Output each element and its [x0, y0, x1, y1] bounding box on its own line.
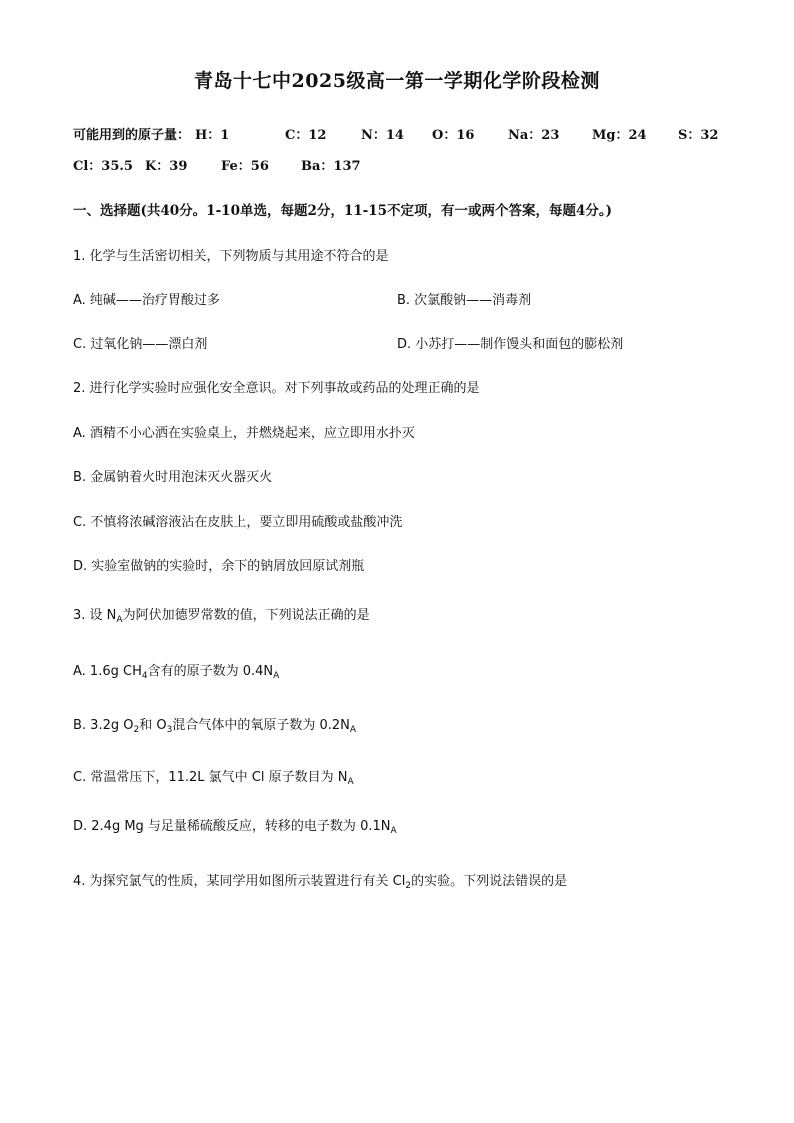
q3c-text: C. 常温常压下，11.2L 氯气中 Cl 原子数目为 N	[73, 770, 348, 785]
question-2-option-a: A. 酒精不小心洒在实验桌上，并燃烧起来，应立即用水扑灭	[73, 426, 415, 441]
q3a-text-1: A. 1.6g CH	[73, 664, 142, 679]
q3d-subscript: A	[390, 826, 397, 836]
question-2-option-c: C. 不慎将浓碱溶液沾在皮肤上，要立即用硫酸或盐酸冲洗	[73, 515, 403, 530]
atomic-mass-n: N：14	[361, 128, 404, 143]
question-1-option-d: D. 小苏打——制作馒头和面包的膨松剂	[397, 337, 624, 352]
atomic-mass-k: K：39	[145, 159, 188, 174]
question-2-option-d: D. 实验室做钠的实验时，余下的钠屑放回原试剂瓶	[73, 559, 365, 574]
q3b-text-1: B. 3.2g O	[73, 718, 134, 733]
question-4-stem	[73, 870, 567, 891]
atomic-mass-s: S：32	[678, 128, 719, 143]
q3b-text-3: 混合气体中的氧原子数为 0.2N	[172, 718, 350, 733]
atomic-mass-o: O：16	[432, 128, 475, 143]
section-heading-choice: 一、选择题(共40分。1-10单选，每题2分，11-15不定项，有一或两个答案，每题4分。)	[73, 203, 613, 219]
q3a-text-2: 含有的原子数为 0.4N	[147, 664, 274, 679]
question-3-stem-text-2: 为阿伏加德罗常数的值，下列说法正确的是	[122, 608, 370, 623]
exam-title: 青岛十七中2025级高一第一学期化学阶段检测	[194, 70, 600, 92]
question-3-option-a	[73, 660, 279, 681]
question-3-option-d	[73, 815, 397, 836]
atomic-mass-ba: Ba：137	[301, 159, 361, 174]
atomic-mass-h: H：1	[195, 128, 230, 143]
question-2-stem: 2. 进行化学实验时应强化安全意识。对下列事故或药品的处理正确的是	[73, 381, 480, 396]
q3b-subscript-2: 3	[166, 725, 173, 735]
atomic-mass-c: C：12	[285, 128, 327, 143]
q3d-text: D. 2.4g Mg 与足量稀硫酸反应，转移的电子数为 0.1N	[73, 819, 391, 834]
question-3-stem	[73, 604, 370, 625]
question-3-stem-text-1: 3. 设 N	[73, 608, 117, 623]
question-1-stem: 1. 化学与生活密切相关，下列物质与其用途不符合的是	[73, 249, 389, 264]
q3b-subscript-1: 2	[133, 725, 140, 735]
q3b-subscript-3: A	[349, 725, 357, 735]
question-3-option-c	[73, 766, 354, 787]
atomic-mass-cl: Cl：35.5	[73, 159, 133, 174]
question-3-option-b	[73, 714, 356, 735]
question-1-option-a: A. 纯碱——治疗胃酸过多	[73, 293, 220, 308]
q3a-subscript-2: A	[273, 671, 280, 681]
question-4-stem-text-2: 的实验。下列说法错误的是	[411, 874, 568, 889]
atomic-mass-row-1	[73, 124, 733, 142]
atomic-mass-fe: Fe：56	[221, 159, 269, 174]
question-1-option-b: B. 次氯酸钠——消毒剂	[397, 293, 532, 308]
q3a-subscript-1: 4	[141, 671, 148, 681]
atomic-mass-mg: Mg：24	[592, 128, 647, 143]
atomic-mass-label: 可能用到的原子量：	[73, 128, 191, 143]
question-4-stem-subscript: 2	[405, 881, 412, 891]
q3b-text-2: 和 O	[139, 718, 167, 733]
question-4-stem-text-1: 4. 为探究氯气的性质，某同学用如图所示装置进行有关 Cl	[73, 874, 406, 889]
atomic-mass-row-2	[73, 155, 473, 173]
question-3-stem-subscript: A	[116, 615, 123, 625]
q3c-subscript: A	[347, 777, 354, 787]
atomic-mass-na: Na：23	[508, 128, 560, 143]
question-1-option-c: C. 过氧化钠——漂白剂	[73, 337, 208, 352]
question-2-option-b: B. 金属钠着火时用泡沫灭火器灭火	[73, 470, 273, 485]
